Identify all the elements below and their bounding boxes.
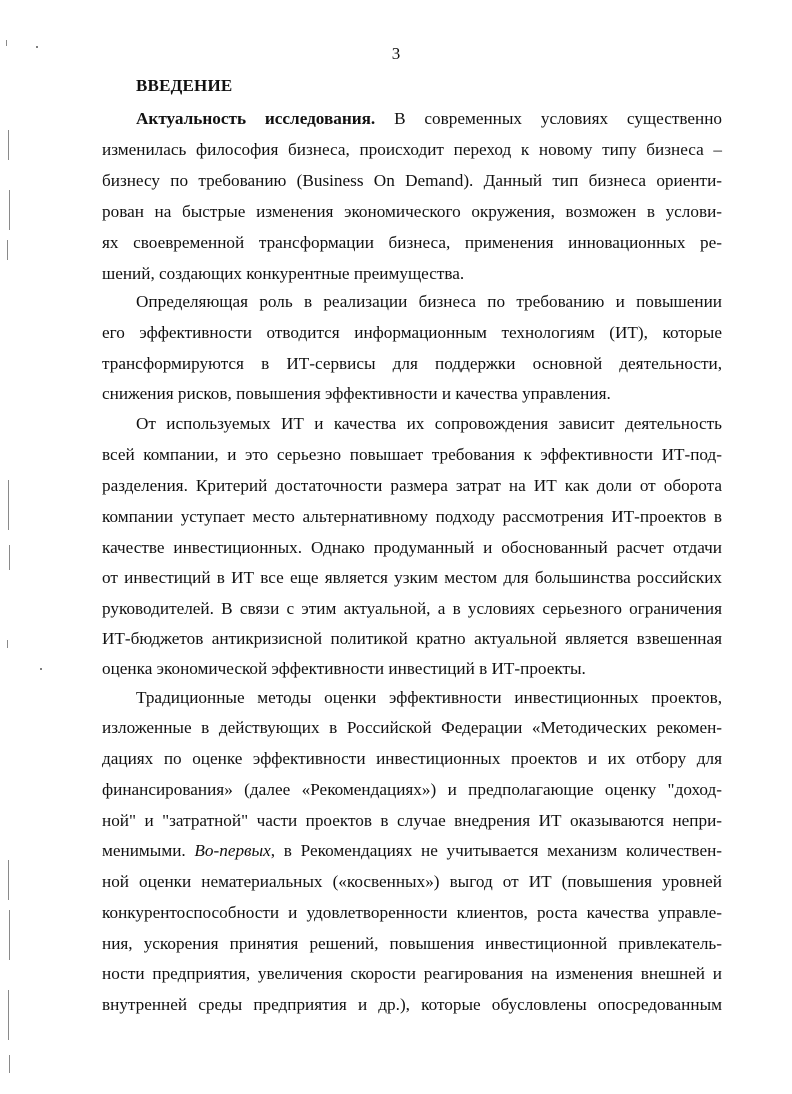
paragraph-1-line-1 [136, 107, 722, 131]
paragraph-4-line-6 [102, 839, 722, 863]
paragraph-4-line-6-start: менимыми. [102, 841, 186, 860]
paragraph-4-line-8: конкурентоспособности и удовлетворенности клиентов, роста качества управле- [102, 903, 722, 922]
paragraph-4-line-9: ния, ускорения принятия решений, повышения инвестиционной привлекатель- [102, 934, 722, 953]
paragraph-4-line-11: внутренней среды предприятия и др.), которые обусловлены опосредованным [102, 995, 722, 1014]
paragraph-2-line-3: трансформируются в ИТ-сервисы для поддержки основной деятельности, [102, 354, 722, 373]
paragraph-3-line-5: качестве инвестиционных. Однако продуманный и обоснованный расчет отдачи [102, 538, 722, 557]
paragraph-2-line-2: его эффективности отводится информационным технологиям (ИТ), которые [102, 323, 722, 342]
paragraph-3-line-4: компании уступает место альтернативному подходу рассмотрения ИТ-проектов в [102, 507, 722, 526]
paragraph-4-line-1: Традиционные методы оценки эффективности инвестиционных проектов, [136, 688, 722, 707]
paragraph-4-line-7: ной оценки нематериальных («косвенных») выгод от ИТ (повышения уровней [102, 872, 722, 891]
paragraph-4-line-2: изложенные в действующих в Российской Федерации «Методических рекомен- [102, 718, 722, 737]
paragraph-3-line-1: От используемых ИТ и качества их сопровождения зависит деятельность [136, 414, 722, 433]
paragraph-1-line-1-text: В современных условиях существенно [394, 109, 722, 128]
paragraph-2-line-1: Определяющая роль в реализации бизнеса по требованию и повышении [136, 292, 722, 311]
paragraph-1-line-5: ях своевременной трансформации бизнеса, применения инновационных ре- [102, 233, 722, 252]
paragraph-3-line-8: ИТ-бюджетов антикризисной политикой кратно актуальной является взвешенная [102, 629, 722, 648]
paragraph-4-line-6-italic: Во-первых [194, 841, 271, 860]
section-heading: ВВЕДЕНИЕ [136, 76, 233, 95]
paragraph-1-line-6: шений, создающих конкурентные преимущества. [102, 264, 465, 283]
paragraph-4-line-5: ной" и "затратной" части проектов в случае внедрения ИТ оказываются непри- [102, 811, 722, 830]
paragraph-1-line-4: рован на быстрые изменения экономического окружения, возможен в услови- [102, 202, 722, 221]
paragraph-4-line-4: финансирования» (далее «Рекомендациях») и предполагающие оценку "доход- [102, 780, 722, 799]
paragraph-4-line-3: дациях по оценке эффективности инвестиционных проектов и их отбору для [102, 749, 722, 768]
paragraph-3-line-7: руководителей. В связи с этим актуальной, а в условиях серьезного ограничения [102, 599, 722, 618]
paragraph-1-line-3: бизнесу по требованию (Business On Demand). Данный тип бизнеса ориенти- [102, 171, 722, 190]
paragraph-3-line-2: всей компании, и это серьезно повышает требования к эффективности ИТ-под- [102, 445, 722, 464]
paragraph-4-line-6-rest: , в Рекомендациях не учитывается механизм количествен- [270, 841, 722, 860]
paragraph-3-line-9: оценка экономической эффективности инвестиций в ИТ-проекты. [102, 659, 586, 678]
paragraph-2-line-4: снижения рисков, повышения эффективности и качества управления. [102, 384, 611, 403]
paragraph-1-line-2: изменилась философия бизнеса, происходит переход к новому типу бизнеса – [102, 140, 722, 159]
paragraph-1-lead: Актуальность исследования. [136, 109, 376, 128]
page-number: 3 [391, 44, 401, 63]
paragraph-3-line-6: от инвестиций в ИТ все еще является узким местом для большинства российских [102, 568, 722, 587]
paragraph-4-line-10: ности предприятия, увеличения скорости реагирования на изменения внешней и [102, 964, 722, 983]
paragraph-3-line-3: разделения. Критерий достаточности размера затрат на ИТ как доли от оборота [102, 476, 722, 495]
